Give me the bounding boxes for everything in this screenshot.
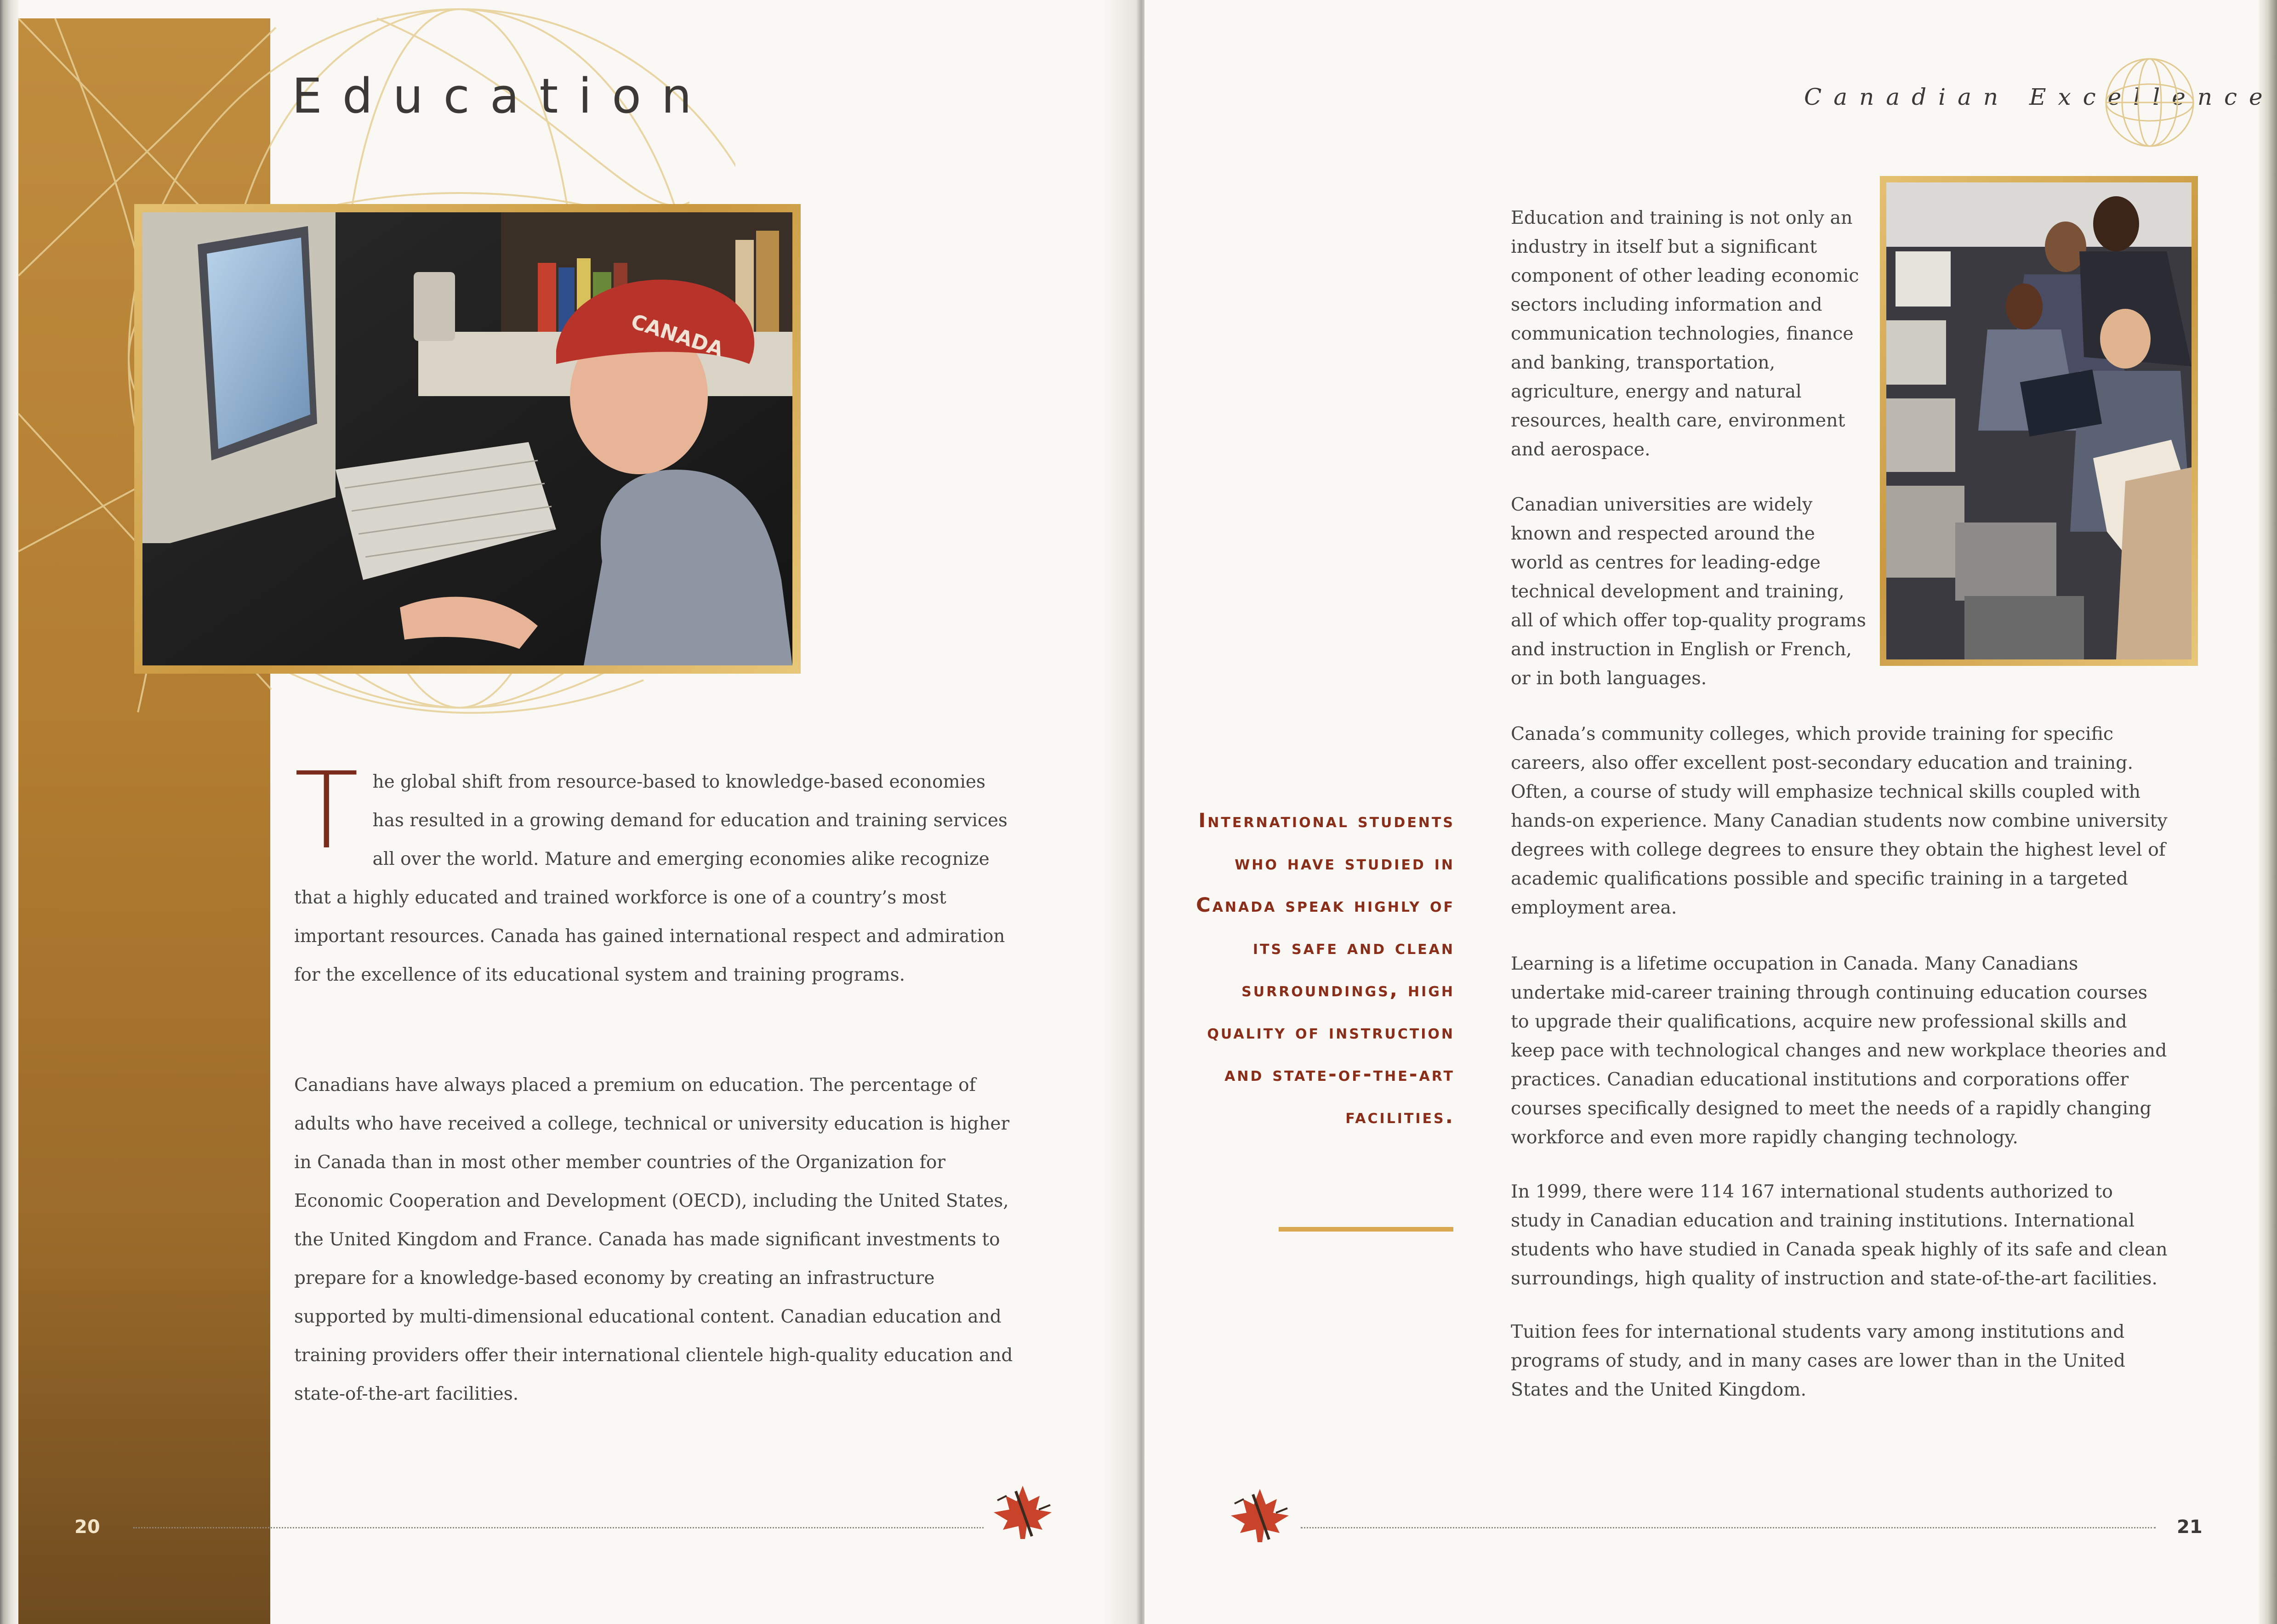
right-page bbox=[1144, 0, 2277, 1624]
business-meeting-photo bbox=[1886, 182, 2192, 659]
footer-dotted-rule bbox=[1301, 1527, 2156, 1528]
left-page bbox=[0, 0, 1135, 1624]
body-paragraph: Tuition fees for international students vary among institutions and programs of study, and in many cases are lower than in the United States and the United Kingdom. bbox=[1511, 1321, 2125, 1400]
pull-quote-rule bbox=[1279, 1227, 1453, 1232]
pull-quote: International students who have studied in Canada speak highly of its safe and clean surroundings, high quality of instruction and state-of-the-art facilities. bbox=[1196, 809, 1455, 1128]
footer-dotted-rule bbox=[133, 1527, 984, 1528]
intro-paragraph bbox=[294, 750, 1016, 994]
body-paragraph: In 1999, there were 114 167 international students authorized to study in Canadian education and training institutions. International students who have studied in Canada speak highly of its safe and clean surroundings, high quality of instruction and state-of-the-art facilities. bbox=[1511, 1181, 2168, 1289]
body-paragraph: Learning is a lifetime occupation in Canada. Many Canadians undertake mid-career training through continuing education courses to upgrade their qualifications, acquire new professional skills and keep pace with technological changes and new workplace theories and practices. Canadian educational institutions and corporations offer courses specifically designed to meet the needs of a rapidly changing workforce and even more rapidly changing technology. bbox=[1511, 953, 2167, 1148]
page-edge-shadow bbox=[2259, 0, 2277, 1624]
body-paragraph: Canada’s community colleges, which provide training for specific careers, also offer excellent post-secondary education and training. Often, a course of study will emphasize technical skills coupled with hands-on experience. Many Canadian students now combine university degrees with college degrees to ensure they obtain the highest level of academic qualifications possible and specific training in a targeted employment area. bbox=[1511, 723, 2168, 918]
page-number: 20 bbox=[74, 1516, 100, 1538]
page-number: 21 bbox=[2177, 1516, 2203, 1538]
boy-at-computer-photo bbox=[142, 212, 792, 665]
intro-text: he global shift from resource-based to knowledge-based economies has resulted in a growing demand for education and training services all over the world. Mature and emerging economies alike recognize that a highly educated and trained workforce is one of a country’s most important resources. Canada has gained international respect and admiration for the excellence of its educational system and training programs. bbox=[294, 772, 1008, 985]
drop-cap: T bbox=[294, 750, 359, 873]
maple-leaf-icon bbox=[1225, 1485, 1294, 1545]
body-paragraph: Education and training is not only an industry in itself but a significant component of other leading economic sectors including information and communication technologies, finance and banking, transportation, agriculture, energy and natural resources, health care, environment and aerospace. bbox=[1511, 207, 1859, 460]
photo-frame bbox=[1880, 176, 2198, 666]
page-title: Education bbox=[292, 68, 712, 124]
globe-lines-icon bbox=[2101, 54, 2198, 151]
body-paragraph: Canadian universities are widely known and respected around the world as centres for leading-edge technical development and training, all of which offer top-quality programs and instruction in English or French, or in both languages. bbox=[1511, 494, 1866, 689]
running-head: Canadian Excellence bbox=[1804, 84, 2275, 110]
photo-frame bbox=[134, 204, 801, 674]
cap-text: CANADA bbox=[628, 309, 726, 362]
body-paragraph: Canadians have always placed a premium on education. The percentage of adults who have received a college, technical or university education is higher in Canada than in most other member countries of the Organization for Economic Cooperation and Development (OECD), including the United States, the United Kingdom and France. Canada has made significant investments to prepare for a knowledge-based economy by creating an infrastructure supported by multi-dimensional educational content. Canadian education and training providers offer their international clientele high-quality education and state-of-the-art facilities. bbox=[294, 1075, 1013, 1404]
maple-leaf-icon bbox=[988, 1482, 1057, 1542]
